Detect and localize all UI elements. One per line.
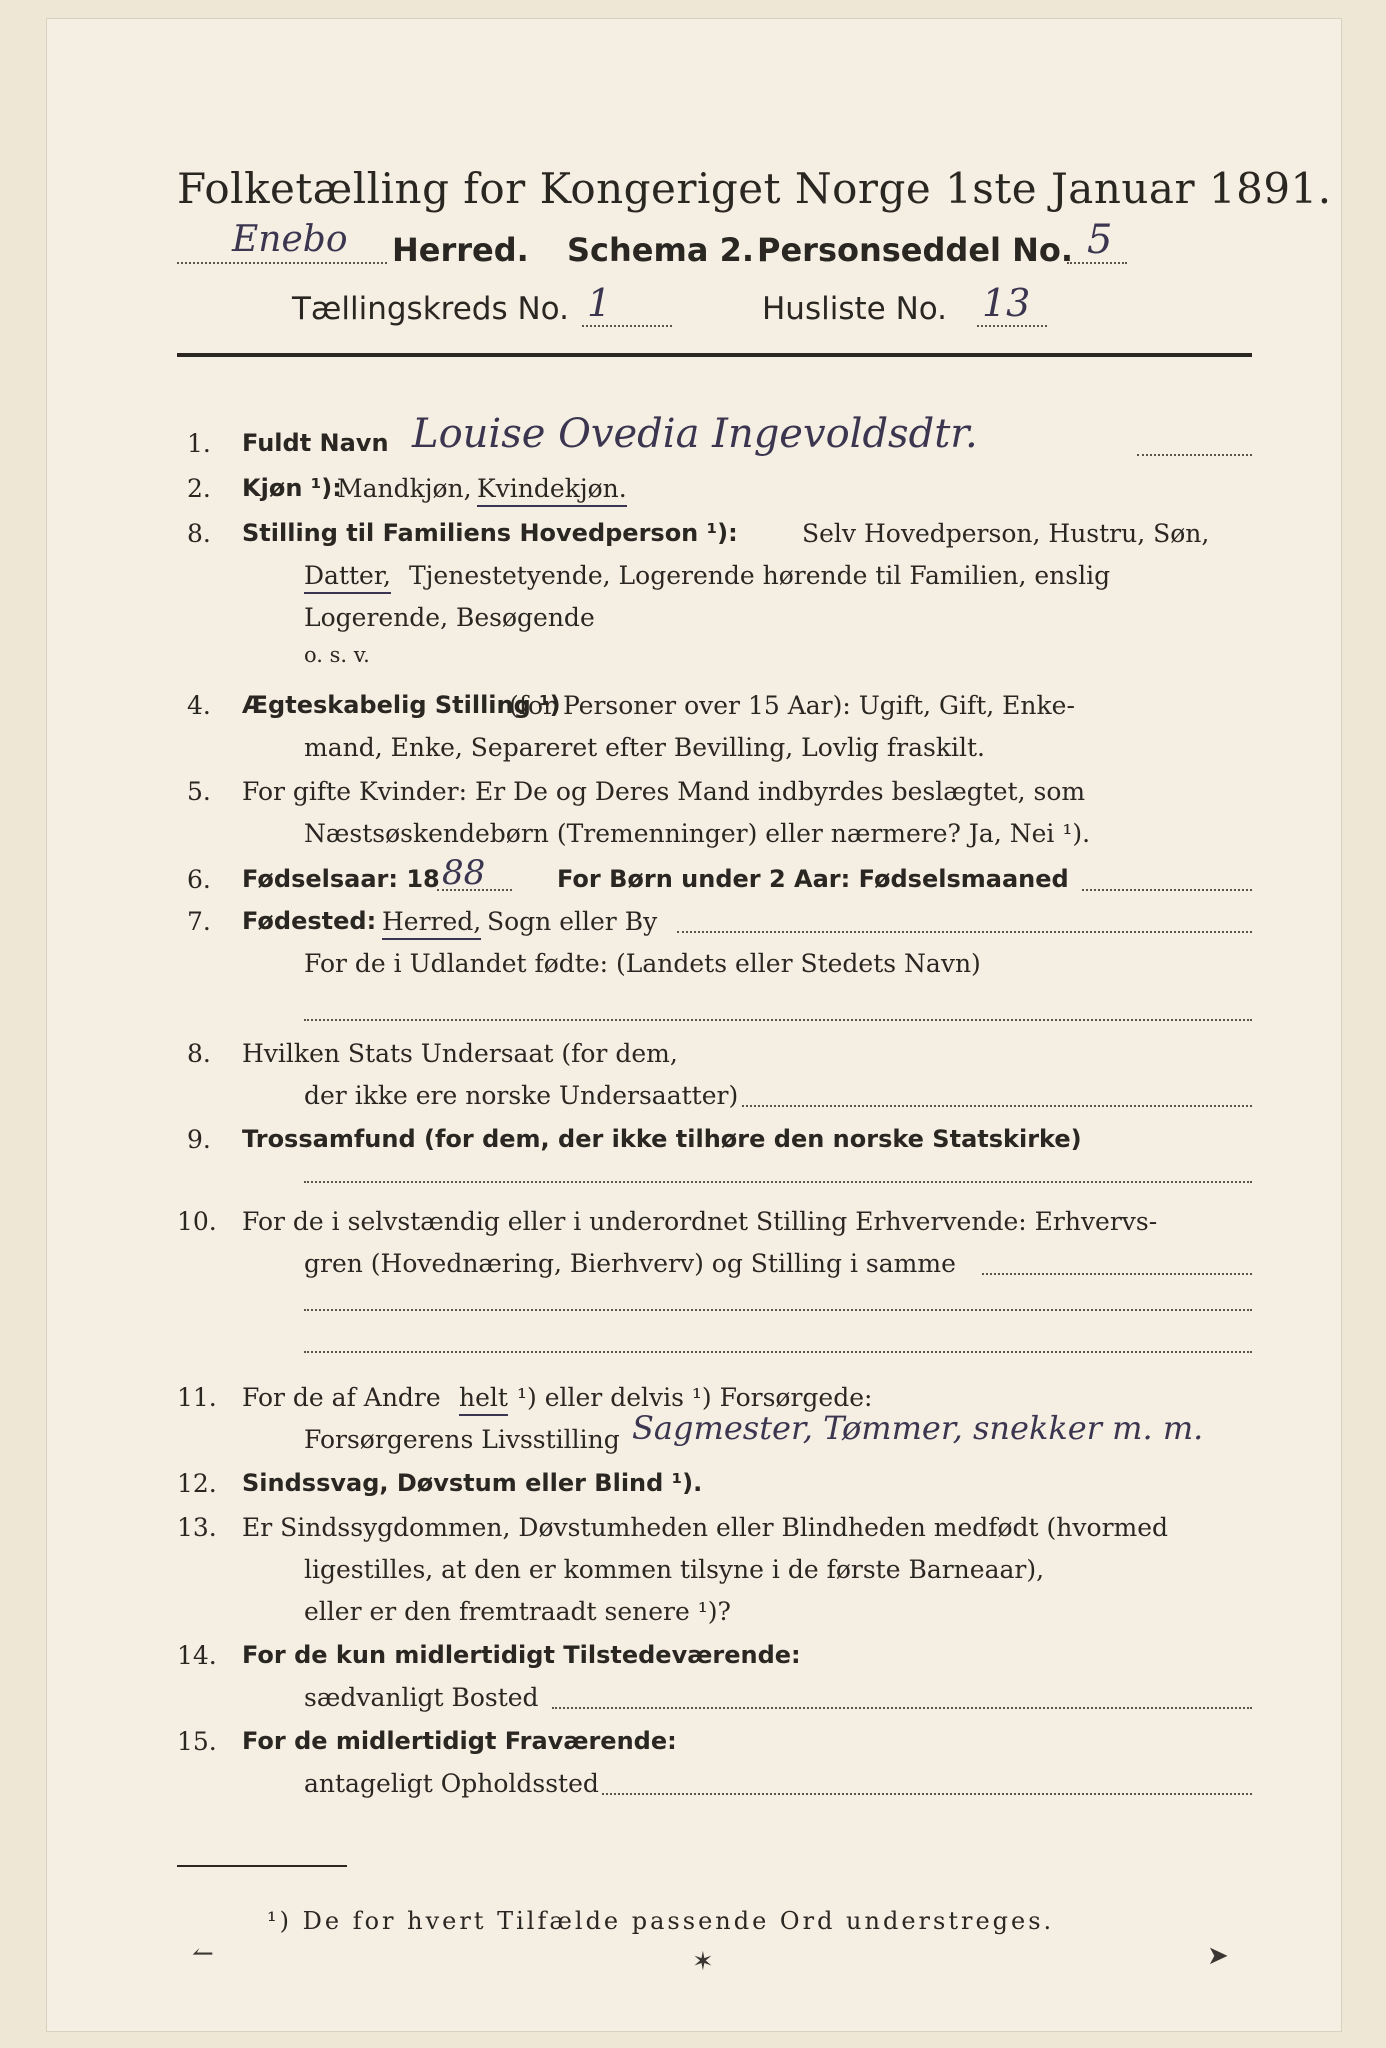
q12-line1: Sindssvag, Døvstum eller Blind ¹). — [242, 1469, 703, 1497]
form-title: Folketælling for Kongeriget Norge 1ste Januar 1891. — [177, 164, 1332, 213]
q15-line2: antageligt Opholdssted — [304, 1769, 599, 1798]
q6-number: 6. — [187, 865, 211, 894]
schema-label: Schema 2. — [567, 231, 754, 269]
q11-selected: helt — [459, 1383, 508, 1416]
footnote: ¹) De for hvert Tilfælde passende Ord understreges. — [267, 1907, 1055, 1935]
q10-line2: gren (Hovednæring, Bierhverv) og Stilling i samme — [304, 1249, 956, 1278]
q14-line1: For de kun midlertidigt Tilstedeværende: — [242, 1641, 801, 1669]
q2-label: Kjøn ¹): — [242, 474, 342, 502]
q5-number: 5. — [187, 777, 211, 806]
q6-value: 88 — [442, 853, 486, 893]
stray-mark-left: ↼ — [192, 1939, 214, 1969]
census-form — [46, 18, 1342, 2032]
q15-dotted-line — [602, 1793, 1252, 1795]
q3-label: Stilling til Familiens Hovedperson ¹): — [242, 519, 738, 547]
q5-line2: Næstsøskendebørn (Tremenninger) eller nærmere? Ja, Nei ¹). — [304, 819, 1091, 848]
personseddel-value: 5 — [1087, 217, 1113, 263]
q3-line4: o. s. v. — [304, 643, 370, 667]
q6-dotted-line — [437, 889, 512, 891]
q4-line1-rest: (for Personer over 15 Aar): Ugift, Gift, Enke- — [509, 691, 1075, 720]
q6-rest: For Børn under 2 Aar: Fødselsmaaned — [557, 865, 1069, 893]
q11-line2: Forsørgerens Livsstilling — [304, 1425, 620, 1454]
q3-line3: Logerende, Besøgende — [304, 603, 595, 632]
q10-dotted-line-1 — [982, 1273, 1252, 1275]
q4-number: 4. — [187, 691, 211, 720]
q13-line3: eller er den fremtraadt senere ¹)? — [304, 1597, 731, 1626]
q11-value: Sagmester, Tømmer, snekker m. m. — [632, 1409, 1204, 1447]
q11-number: 11. — [177, 1383, 217, 1412]
q9-number: 9. — [187, 1125, 211, 1154]
herred-label: Herred. — [392, 231, 529, 269]
herred-dotted-line — [177, 262, 387, 264]
q9-dotted-line — [304, 1181, 1252, 1183]
taellingskreds-label: Tællingskreds No. — [292, 291, 569, 327]
q12-number: 12. — [177, 1469, 217, 1498]
q3-line1-rest: Selv Hovedperson, Hustru, Søn, — [802, 519, 1210, 548]
q4-label: Ægteskabelig Stilling ¹) — [242, 691, 561, 719]
q7-selected: Herred, — [382, 907, 481, 940]
q6-month-dotted-line — [1082, 889, 1252, 891]
q7-line2: For de i Udlandet fødte: (Landets eller Stedets Navn) — [304, 949, 981, 978]
stray-mark-right: ➤ — [1207, 1941, 1229, 1971]
q3-number: 8. — [187, 519, 211, 548]
q13-line2: ligestilles, at den er kommen tilsyne i de første Barneaar), — [304, 1555, 1045, 1584]
q6-label: Fødselsaar: 18 — [242, 865, 440, 893]
q10-number: 10. — [177, 1207, 217, 1236]
q3-line2-rest: Tjenestetyende, Logerende hørende til Familien, enslig — [409, 561, 1111, 590]
stray-mark-center: ✶ — [692, 1947, 714, 1977]
herred-value: Enebo — [232, 219, 348, 260]
q8-dotted-line — [742, 1105, 1252, 1107]
q7-number: 7. — [187, 907, 211, 936]
q15-line1: For de midlertidigt Fraværende: — [242, 1727, 677, 1755]
q2-options: Mandkjøn, — [337, 474, 472, 503]
q7-dotted-line — [677, 931, 1252, 933]
q1-number: 1. — [187, 429, 211, 458]
q13-number: 13. — [177, 1513, 217, 1542]
q8-line1: Hvilken Stats Undersaat (for dem, — [242, 1039, 678, 1068]
q2-number: 2. — [187, 474, 211, 503]
personseddel-label: Personseddel No. — [757, 231, 1074, 269]
header-rule — [177, 353, 1252, 357]
q8-line2: der ikke ere norske Undersaatter) — [304, 1081, 739, 1110]
q2-selected: Kvindekjøn. — [477, 474, 627, 507]
q8-number: 8. — [187, 1039, 211, 1068]
husliste-label: Husliste No. — [762, 291, 948, 327]
q14-line2: sædvanligt Bosted — [304, 1683, 539, 1712]
taellingskreds-dotted-line — [582, 325, 672, 327]
q9-line1: Trossamfund (for dem, der ikke tilhøre den norske Statskirke) — [242, 1125, 1082, 1153]
q14-dotted-line — [552, 1707, 1252, 1709]
q14-number: 14. — [177, 1641, 217, 1670]
personseddel-dotted-line — [1067, 262, 1127, 264]
footnote-rule — [177, 1865, 347, 1867]
q5-line1: For gifte Kvinder: Er De og Deres Mand indbyrdes beslægtet, som — [242, 777, 1086, 806]
taellingskreds-value: 1 — [587, 281, 612, 325]
q7-foreign-dotted-line — [304, 1019, 1252, 1021]
q15-number: 15. — [177, 1727, 217, 1756]
q11-line1-b: ¹) eller delvis ¹) Forsørgede: — [517, 1383, 873, 1412]
husliste-value: 13 — [982, 281, 1031, 325]
q10-line1: For de i selvstændig eller i underordnet Stilling Erhvervende: Erhvervs- — [242, 1207, 1158, 1236]
q7-rest: Sogn eller By — [487, 907, 658, 936]
q1-label: Fuldt Navn — [242, 429, 389, 457]
q1-dotted-line — [1137, 454, 1252, 456]
q10-dotted-line-2 — [304, 1309, 1252, 1311]
q10-dotted-line-3 — [304, 1351, 1252, 1353]
q13-line1: Er Sindssygdommen, Døvstumheden eller Blindheden medfødt (hvormed — [242, 1513, 1169, 1542]
husliste-dotted-line — [977, 325, 1047, 327]
q4-line2: mand, Enke, Separeret efter Bevilling, Lovlig fraskilt. — [304, 733, 985, 762]
q3-selected: Datter, — [304, 561, 391, 594]
q11-line1-a: For de af Andre — [242, 1383, 441, 1412]
q1-value: Louise Ovedia Ingevoldsdtr. — [412, 411, 978, 457]
q7-label: Fødested: — [242, 907, 377, 935]
